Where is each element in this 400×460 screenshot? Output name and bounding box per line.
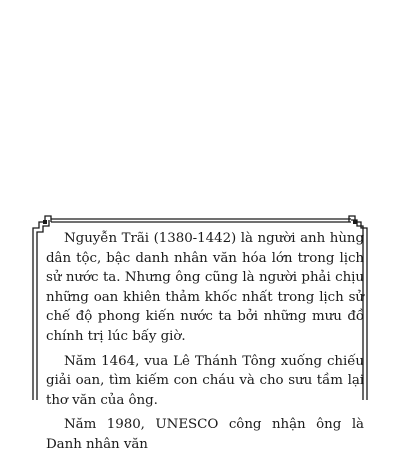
- paragraph-2: Năm 1464, vua Lê Thánh Tông xuống chiếu giải oan, tìm kiếm con cháu và cho sưu tầm lại thơ văn của ông.: [46, 353, 364, 408]
- body-text: [46, 229, 364, 460]
- paragraph-1: Nguyễn Trãi (1380-1442) là người anh hùng dân tộc, bậc danh nhân văn hóa lớn trong lịch sử nước ta. Nhưng ông cũng là người phải chịu những oan khiên thảm khốc nhất trong lịch sử chế độ phong kiến nước ta bởi những mưu đồ chính trị lúc bấy giờ.: [46, 231, 364, 344]
- paragraph-3: Năm 1980, UNESCO công nhận ông là Danh nhân văn: [46, 417, 364, 452]
